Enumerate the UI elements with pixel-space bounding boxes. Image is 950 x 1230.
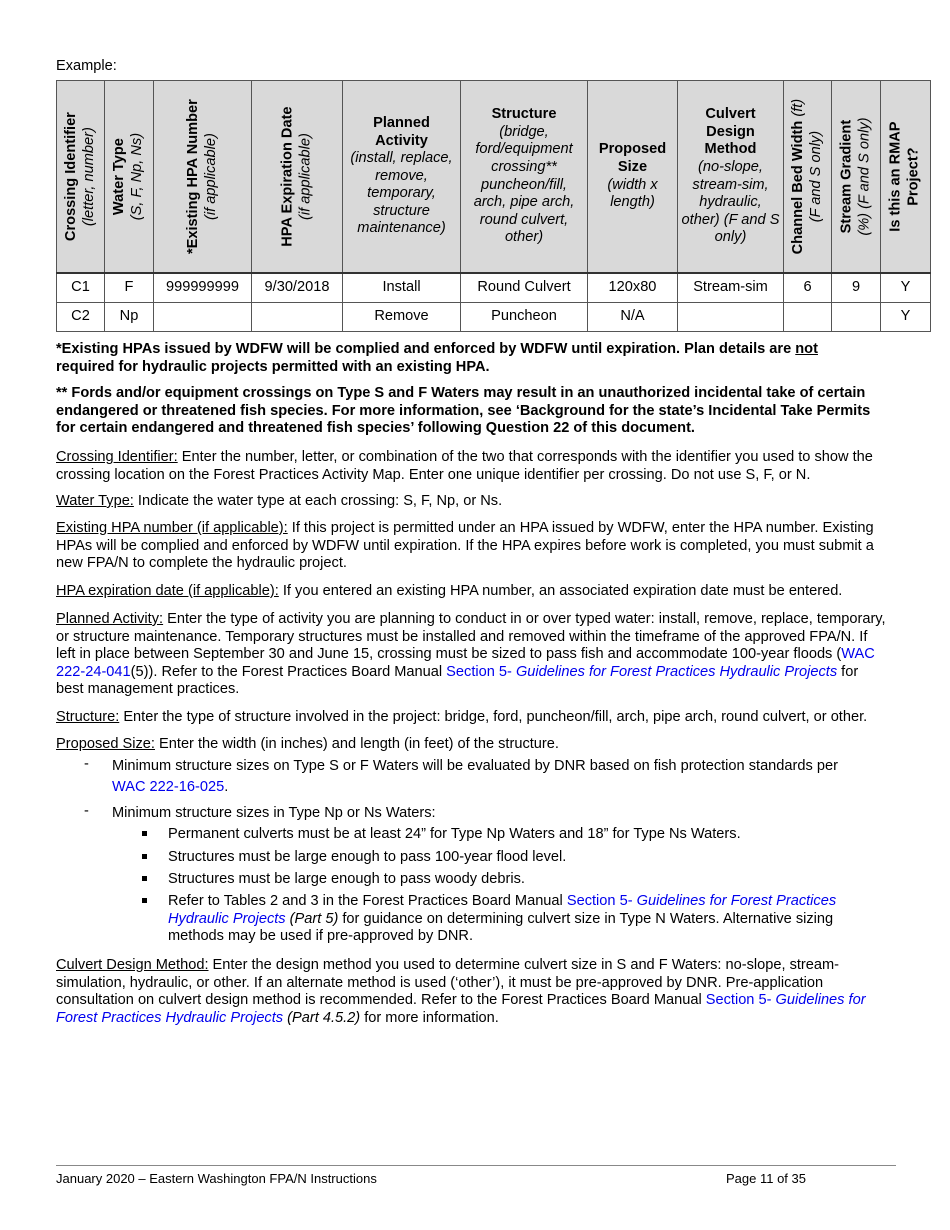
header-title-line2: Project? xyxy=(905,147,922,206)
definition-term: HPA expiration date (if applicable): xyxy=(56,583,279,599)
note-emphasis-not: not xyxy=(795,341,818,357)
header-title: Stream Gradient xyxy=(838,119,855,234)
cell-hpa-number xyxy=(154,303,252,332)
header-title: Structure xyxy=(491,106,557,123)
footer-document-title: January 2020 – Eastern Washington FPA/N Instructions xyxy=(56,1171,377,1186)
cell-hpa-expiration: 9/30/2018 xyxy=(252,273,343,303)
part-reference: (Part 5) xyxy=(285,910,339,927)
definition-term: Proposed Size: xyxy=(56,736,155,752)
header-title: Proposed Size xyxy=(598,141,667,175)
header-title: Is this an RMAP xyxy=(887,121,904,232)
dash-marker-icon: - xyxy=(84,756,89,772)
header-sub: (if applicable) xyxy=(202,133,219,220)
water-crossings-example-table xyxy=(56,80,931,332)
cell-crossing-id: C1 xyxy=(57,273,105,303)
definition-term: Planned Activity: xyxy=(56,611,164,627)
header-title: Planned Activity xyxy=(373,114,430,149)
square-bullet-icon xyxy=(142,876,147,881)
header-sub: (width x length) xyxy=(607,176,658,211)
square-bullet-icon xyxy=(142,898,147,903)
definition-text: Enter the design method you used to determine culvert size in S and F Waters: no-slope, stream-simulation, hydraulic, or other. If an alternate method is used (‘other’), it must be pre-approved by DNR. Pre-application consultation on culvert design method is recommended. Refer to the Forest Practices Board Manual xyxy=(56,957,840,1009)
cell-proposed-size: N/A xyxy=(588,303,678,332)
list-item-text: Refer to Tables 2 and 3 in the Forest Practices Board Manual xyxy=(168,893,567,909)
definition-term: Culvert Design Method: xyxy=(56,957,209,973)
culvert-design-method-definition xyxy=(56,957,891,1027)
cell-channel-bed-width xyxy=(784,303,832,332)
structure-definition xyxy=(56,709,906,727)
header-sub: (%) (F and S only) xyxy=(856,117,873,236)
cell-stream-gradient: 9 xyxy=(832,273,881,303)
definition-text: Enter the type of structure involved in the project: bridge, ford, puncheon/fill, arch, pipe arch, round culvert, or other. xyxy=(119,709,868,725)
cell-water-type: Np xyxy=(105,303,154,332)
board-manual-section-5-link[interactable] xyxy=(446,664,837,680)
list-item-text: Structures must be large enough to pass woody debris. xyxy=(168,871,525,887)
cell-rmap: Y xyxy=(881,273,931,303)
header-title: HPA Expiration Date xyxy=(279,106,296,247)
header-rmap-project xyxy=(881,81,931,274)
cell-structure: Puncheon xyxy=(461,303,588,332)
square-bullet-icon xyxy=(142,854,147,859)
link-text: Section 5- xyxy=(566,893,637,909)
cell-culvert-design: Stream-sim xyxy=(678,273,784,303)
list-item-text: Permanent culverts must be at least 24” for Type Np Waters and 18” for Type Ns Waters. xyxy=(168,826,741,842)
existing-hpa-definition xyxy=(56,520,886,573)
header-hpa-expiration-date xyxy=(252,81,343,274)
existing-hpa-note xyxy=(56,341,906,376)
footer-page-number: Page 11 of 35 xyxy=(726,1171,806,1186)
list-item-text: . xyxy=(224,779,229,795)
header-sub: (S, F, Np, Ns) xyxy=(129,132,145,221)
header-culvert-design-method xyxy=(678,81,784,274)
cell-water-type: F xyxy=(105,273,154,303)
table-row xyxy=(57,273,931,303)
header-sub: (install, replace, remove, temporary, structure maintenance) xyxy=(350,150,453,237)
header-title: Culvert Design Method xyxy=(704,106,757,158)
header-sub: (if applicable) xyxy=(297,133,314,220)
wac-222-24-041-link[interactable]: WAC 222-24-041 xyxy=(56,646,875,680)
link-text-italic: Guidelines for Forest Practices Hydraulic Projects xyxy=(515,663,838,680)
header-channel-bed-width xyxy=(784,81,832,274)
hpa-expiration-definition xyxy=(56,583,906,601)
header-planned-activity xyxy=(343,81,461,274)
header-title: Crossing Identifier xyxy=(62,112,79,241)
definition-term: Water Type: xyxy=(56,493,134,509)
cell-crossing-id: C2 xyxy=(57,303,105,332)
header-stream-gradient xyxy=(832,81,881,274)
note-text: required for hydraulic projects permitted with an existing HPA. xyxy=(56,358,490,375)
cell-planned-activity: Remove xyxy=(343,303,461,332)
crossing-identifier-definition xyxy=(56,449,896,484)
proposed-size-definition xyxy=(56,736,906,754)
table-row xyxy=(57,303,931,332)
part-reference: (Part 4.5.2) xyxy=(283,1009,361,1026)
definition-term: Structure: xyxy=(56,709,120,725)
header-proposed-size xyxy=(588,81,678,274)
header-title-suffix: (ft) xyxy=(789,98,806,117)
square-bullet-icon xyxy=(142,831,147,836)
dash-marker-icon: - xyxy=(84,803,89,819)
planned-activity-definition xyxy=(56,611,886,699)
header-sub: (bridge, ford/equipment crossing** puncheon/fill, arch, pipe arch, round culvert, other) xyxy=(473,123,575,246)
list-item-text: for guidance on determining culvert size in Type N Waters. Alternative sizing methods may be used if pre-approved by DNR. xyxy=(168,910,834,945)
definition-text: If this project is permitted under an HPA issued by WDFW, enter the HPA number. Existing HPAs will be complied and enforced by WDFW until expiration. If the HPA expires before work is completed, you must submit a new FPA/N to complete the hydraulic project. xyxy=(56,520,874,572)
cell-proposed-size: 120x80 xyxy=(588,273,678,303)
definition-text: (5)). Refer to the Forest Practices Board Manual xyxy=(130,663,447,680)
definition-text: for more information. xyxy=(360,1009,499,1026)
cell-planned-activity: Install xyxy=(343,273,461,303)
link-text: Section 5- xyxy=(446,663,516,680)
cell-channel-bed-width: 6 xyxy=(784,273,832,303)
link-text-italic: Guidelines for Forest Practices Hydraulic Projects xyxy=(168,893,837,927)
header-structure xyxy=(461,81,588,274)
header-sub: (F and S only) xyxy=(807,130,824,223)
definition-term: Crossing Identifier: xyxy=(56,449,178,465)
header-crossing-identifier xyxy=(57,81,105,274)
definition-term: Existing HPA number (if applicable): xyxy=(56,520,288,536)
header-water-type xyxy=(105,81,154,274)
header-title: Water Type xyxy=(111,137,128,216)
definition-text: Enter the width (in inches) and length (in feet) of the structure. xyxy=(154,736,559,752)
definition-text: If you entered an existing HPA number, an associated expiration date must be entered. xyxy=(278,583,843,599)
definition-text: Enter the type of activity you are planning to conduct in or over typed water: install, remove, replace, temporary, or structure maintenance. Temporary structures must be installed and removed within the timeframe of the approved FPA/N. If left in place between September 30 and June 15, crossing must be sized to pass fish and accommodate 100-year floods ( xyxy=(56,611,886,663)
cell-structure: Round Culvert xyxy=(461,273,588,303)
list-item-text: Structures must be large enough to pass 100-year flood level. xyxy=(168,849,567,865)
header-sub: (letter, number) xyxy=(80,127,97,226)
wac-222-16-025-link[interactable]: WAC 222-16-025 xyxy=(112,779,225,795)
definition-text: Enter the number, letter, or combination of the two that corresponds with the identifier you used to show the crossing location on the Forest Practices Activity Map. Enter one unique identifier per crossing. Do not use S, F, or N. xyxy=(56,449,873,483)
footer-divider xyxy=(56,1165,896,1166)
header-title: *Existing HPA Number xyxy=(184,99,201,254)
water-type-definition xyxy=(56,493,906,511)
header-sub: (no-slope, stream-sim, hydraulic, other) (F and S only) xyxy=(681,158,780,246)
link-text: Section 5- xyxy=(705,992,776,1009)
header-title: Channel Bed Width xyxy=(789,120,806,255)
table-header-row xyxy=(57,81,931,274)
link-text-italic: Guidelines for Forest Practices Hydraulic Projects xyxy=(56,992,866,1026)
cell-hpa-expiration xyxy=(252,303,343,332)
fords-note: ** Fords and/or equipment crossings on Type S and F Waters may result in an unauthorized incidental take of certain endangered or threatened fish species. For more information, see ‘Background for the state’s Incidental Take Permits for certain endangered and threatened fish species’ following Question 22 of this document. xyxy=(56,385,871,437)
definition-text: for best management practices. xyxy=(56,663,859,698)
cell-rmap: Y xyxy=(881,303,931,332)
list-item-text: Minimum structure sizes on Type S or F Waters will be evaluated by DNR based on fish protection standards per xyxy=(112,758,838,774)
header-existing-hpa-number xyxy=(154,81,252,274)
list-item-text: Minimum structure sizes in Type Np or Ns Waters: xyxy=(112,805,436,821)
cell-hpa-number: 999999999 xyxy=(154,273,252,303)
example-label: Example: xyxy=(56,58,117,74)
definition-text: Indicate the water type at each crossing: S, F, Np, or Ns. xyxy=(133,493,503,509)
cell-culvert-design xyxy=(678,303,784,332)
cell-stream-gradient xyxy=(832,303,881,332)
note-text: *Existing HPAs issued by WDFW will be complied and enforced by WDFW until expiration. Plan details are xyxy=(56,341,796,357)
